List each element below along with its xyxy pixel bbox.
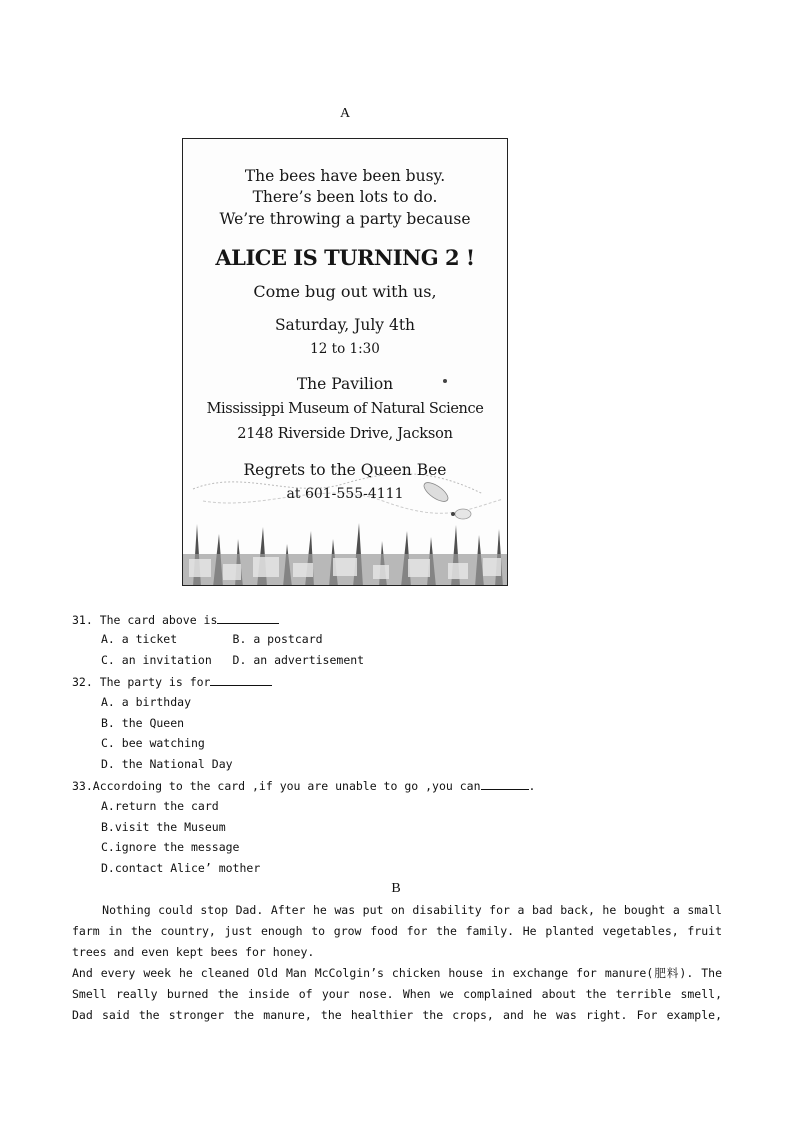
card-museum: Mississippi Museum of Natural Science	[206, 401, 484, 417]
question-32-option-b: B. the Queen	[101, 716, 185, 730]
section-b-heading: B	[391, 881, 401, 896]
card-line-bug-out: Come bug out with us,	[253, 282, 437, 301]
bee-garden-decoration	[183, 139, 508, 586]
question-33-option-a: A.return the card	[101, 799, 219, 813]
card-address: 2148 Riverside Drive, Jackson	[237, 426, 453, 442]
card-line-lots-to-do: There’s been lots to do.	[252, 188, 438, 206]
card-date: Saturday, July 4th	[274, 316, 416, 334]
question-31-stem: 31. The card above is	[72, 613, 218, 627]
passage-row: farm in the country, just enough to grow food for the family. He planted vegetables, fruit	[72, 924, 722, 938]
passage-row: trees and even kept bees for honey.	[72, 945, 315, 959]
passage-row: Nothing could stop Dad. After he was put on disability for a bad back, he bought a small	[72, 903, 722, 917]
card-line-bees-busy: The bees have been busy.	[244, 167, 446, 185]
question-33-option-d: D.contact Alice’ mother	[101, 861, 261, 875]
question-32-option-a: A. a birthday	[101, 695, 192, 709]
card-venue: The Pavilion	[296, 375, 394, 393]
party-invitation-card	[182, 138, 508, 586]
card-line-throwing-party: We’re throwing a party because	[219, 210, 471, 228]
card-time: 12 to 1:30	[310, 341, 380, 357]
question-31-options-row-2: C. an invitation D. an advertisement	[101, 653, 365, 667]
question-31	[72, 612, 279, 627]
passage-row: And every week he cleaned Old Man McColgin’s chicken house in exchange for manure(肥料). The	[72, 966, 722, 980]
passage-b	[72, 900, 722, 1026]
card-regrets: Regrets to the Queen Bee	[243, 461, 447, 479]
passage-row: Dad said the stronger the manure, the healthier the crops, and he was right. For example,	[72, 1008, 722, 1022]
question-33-stem: 33.Accordoing to the card ,if you are unable to go ,you can	[72, 779, 481, 793]
question-33-option-b: B.visit the Museum	[101, 820, 226, 834]
question-33: 33.Accordoing to the card ,if you are unable to go ,you can .	[72, 779, 536, 793]
answer-blank	[210, 674, 272, 686]
question-33-option-c: C.ignore the message	[101, 840, 240, 854]
section-a-heading: A	[339, 106, 351, 121]
question-31-options-row-1: A. a ticket B. a postcard	[101, 632, 323, 646]
question-32	[72, 674, 272, 689]
answer-blank	[217, 612, 279, 624]
question-32-option-c: C. bee watching	[101, 736, 205, 750]
question-32-stem: 32. The party is for	[72, 675, 211, 689]
card-phone: at 601-555-4111	[286, 486, 404, 502]
passage-row: Smell really burned the inside of your nose. When we complained about the terrible smell,	[72, 987, 722, 1001]
answer-blank	[481, 778, 529, 790]
card-headline: ALICE IS TURNING 2 !	[215, 245, 475, 270]
question-32-option-d: D. the National Day	[101, 757, 233, 771]
